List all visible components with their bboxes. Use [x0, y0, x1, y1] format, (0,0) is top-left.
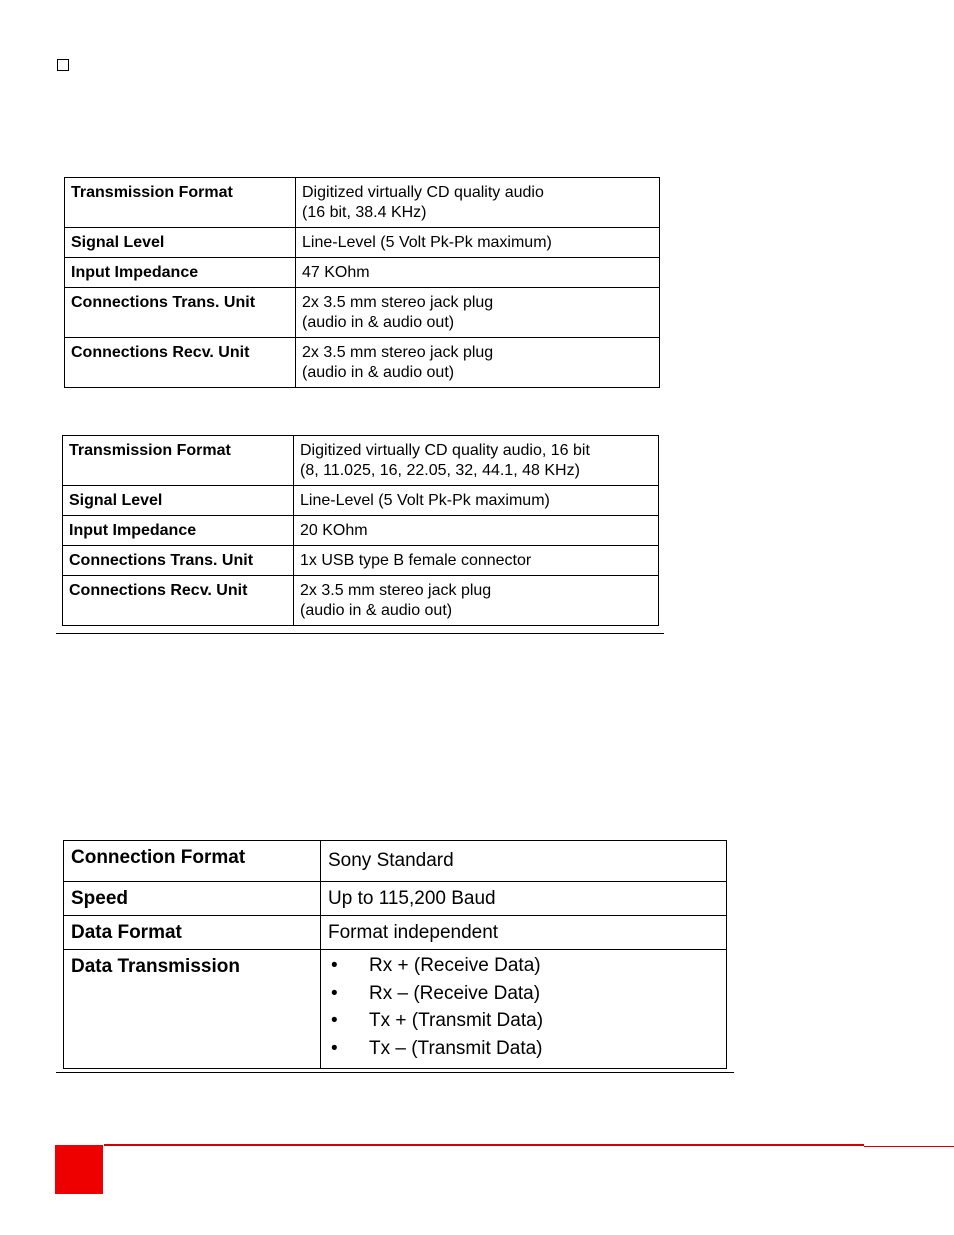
- checkbox[interactable]: [57, 59, 69, 71]
- spec-value-line: 2x 3.5 mm stereo jack plug: [302, 344, 494, 361]
- table-row: [64, 916, 727, 950]
- spec-value: [296, 288, 660, 338]
- list-item-text: Rx – (Receive Data): [369, 982, 541, 1004]
- serial-spec-table: [63, 840, 727, 1069]
- table-row: [65, 178, 660, 228]
- table-row: [64, 841, 727, 882]
- spec-label: Input Impedance: [63, 516, 294, 546]
- spec-label: Signal Level: [65, 228, 296, 258]
- footer-rule: [864, 1146, 954, 1147]
- footer-rule: [104, 1144, 864, 1146]
- audio-spec-table-1: [64, 177, 660, 388]
- spec-value-line: Digitized virtually CD quality audio: [302, 184, 544, 201]
- spec-label: Transmission Format: [65, 178, 296, 228]
- list-item-text: Tx – (Transmit Data): [369, 1037, 543, 1059]
- spec-value: 20 KOhm: [294, 516, 659, 546]
- spec-value: Format independent: [321, 916, 727, 950]
- table-row: [65, 338, 660, 388]
- spec-value-line: 2x 3.5 mm stereo jack plug: [300, 582, 492, 599]
- divider: [56, 1072, 734, 1073]
- list-item-text: Tx + (Transmit Data): [369, 1010, 544, 1031]
- footer-accent-block: [55, 1145, 103, 1194]
- spec-value: Sony Standard: [321, 841, 727, 882]
- bullet-icon: •: [331, 982, 338, 1004]
- spec-label: Connections Trans. Unit: [65, 288, 296, 338]
- table-row: [64, 950, 727, 1069]
- spec-label: Connections Recv. Unit: [65, 338, 296, 388]
- spec-value: 1x USB type B female connector: [294, 546, 659, 576]
- bullet-icon: •: [331, 1037, 338, 1059]
- spec-value-list: [321, 950, 727, 1069]
- table-row: [65, 228, 660, 258]
- table-row: [65, 258, 660, 288]
- spec-value-line: Digitized virtually CD quality audio, 16 bit: [300, 442, 590, 459]
- spec-value: [296, 338, 660, 388]
- spec-value: Up to 115,200 Baud: [321, 882, 727, 916]
- bullet-icon: •: [331, 955, 338, 976]
- spec-value-line: (16 bit, 38.4 KHz): [302, 204, 427, 221]
- spec-value-line: (audio in & audio out): [300, 602, 453, 619]
- table-row: [63, 486, 659, 516]
- spec-value: 47 KOhm: [296, 258, 660, 288]
- spec-value: Line-Level (5 Volt Pk-Pk maximum): [294, 486, 659, 516]
- spec-value-line: 2x 3.5 mm stereo jack plug: [302, 294, 494, 311]
- table-row: [63, 576, 659, 626]
- spec-label: Connection Format: [64, 841, 321, 882]
- spec-value: [296, 178, 660, 228]
- table-row: [64, 882, 727, 916]
- spec-value: Line-Level (5 Volt Pk-Pk maximum): [296, 228, 660, 258]
- spec-value-line: (8, 11.025, 16, 22.05, 32, 44.1, 48 KHz): [300, 462, 580, 479]
- spec-label: Signal Level: [63, 486, 294, 516]
- bullet-icon: •: [331, 1010, 338, 1031]
- spec-value: [294, 576, 659, 626]
- table-row: [63, 516, 659, 546]
- table-row: [63, 546, 659, 576]
- list-item-text: Rx + (Receive Data): [369, 955, 541, 976]
- spec-label: Connections Recv. Unit: [63, 576, 294, 626]
- spec-label: Data Transmission: [64, 950, 321, 1069]
- divider: [56, 633, 664, 634]
- spec-value-line: (audio in & audio out): [302, 364, 455, 381]
- table-row: [65, 288, 660, 338]
- spec-value: [294, 436, 659, 486]
- spec-label: Transmission Format: [63, 436, 294, 486]
- table-row: [63, 436, 659, 486]
- spec-label: Connections Trans. Unit: [63, 546, 294, 576]
- list-item: [328, 954, 719, 982]
- spec-label: Data Format: [64, 916, 321, 950]
- spec-label: Input Impedance: [65, 258, 296, 288]
- spec-label: Speed: [64, 882, 321, 916]
- list-item: [328, 1009, 719, 1037]
- audio-spec-table-2: [62, 435, 659, 626]
- list-item: [328, 982, 719, 1010]
- list-item: [328, 1037, 719, 1065]
- spec-value-line: (audio in & audio out): [302, 314, 455, 331]
